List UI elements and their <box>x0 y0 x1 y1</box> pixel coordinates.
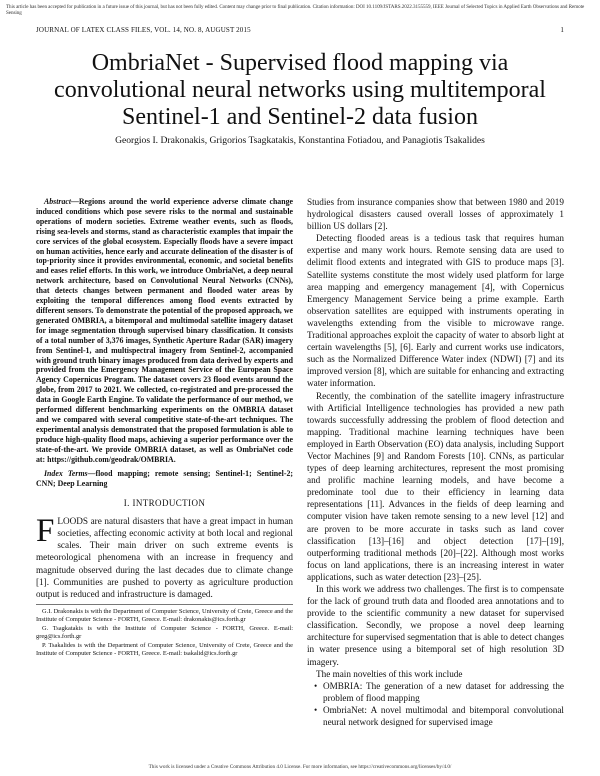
section-heading-introduction: I. INTRODUCTION <box>123 498 206 509</box>
list-item: • OMBRIA: The generation of a new dataset for addressing the problem of flood mapping <box>317 680 564 704</box>
license-notice: This work is licensed under a Creative Commons Attribution 4.0 License. For more information, see https://creativecommons.org/licenses/by/4.0/ <box>148 764 452 770</box>
publication-notice: This article has been accepted for publication in a future issue of this journal, but has not been fully edited. Content may change prior to final publication. Citation information: DOI 10.1109/JSTARS.2022.3155559, IEEE Journal of Selected Topics in Applied Earth Observations and Remote Sensing <box>6 4 585 17</box>
left-column <box>36 197 293 659</box>
abstract-lead: Abstract <box>44 197 72 206</box>
abstract-text: —Regions around the world experience adverse climate change induced conditions which pose severe risks to the normal and sustainable operations of modern societies. Extreme weather events, such as floods, rising sea-levels and storms, stand as characteristic examples that impair the core services of the global ecosystem. Especially floods have a severe impact on human activities, hence early and accurate delineation of the disaster is of top-priority since it provides environmental, economic, and societal benefits and eases relief efforts. In this work, we introduce OmbriaNet, a deep neural network architecture, based on Convolutional Neural Networks (CNNs), that detects changes between permanent and flooded water areas by exploiting the temporal differences among flood events extracted by different sensors. To demonstrate the potential of the proposed approach, we generated OMBRIA, a bitemporal and multimodal satellite imagery dataset for image segmentation through supervised binary classification. It consists of a total number of 3,376 images, Synthetic Aperture Radar (SAR) imagery from Sentinel-1, and multispectral imagery from Sentinel-2, accompanied with ground truth binary images produced from data derived by experts and provided from the Emergency Management Service of the European Space Agency Copernicus Program. The dataset covers 23 flood events around the globe, from 2017 to 2021. We collected, co-registrated and pre-processed the data in Google Earth Engine. To validate the performance of our method, we performed different benchmarking experiments on the OMBRIA dataset and we compared with several competitive state-of-the-art techniques. The experimental analysis demonstrated that the proposed formulation is able to produce high-quality flood maps, achieving a superior performance over the state-of-the-art. We provide OMBRIA dataset, as well as OmbriaNet code at: https://github.com/geodrak/OMBRIA. <box>36 197 293 464</box>
drop-cap: F <box>36 513 55 550</box>
list-item: • OmbriaNet: A novel multimodal and bitemporal convolutional neural network designed for supervised image <box>317 704 564 728</box>
abstract <box>36 197 293 464</box>
running-header <box>36 26 564 34</box>
index-terms-lead: Index Terms <box>44 469 88 479</box>
footnote: G. Tsagkatakis is with the Institute of Computer Science - FORTH, Greece. E-mail: greg@ics.forth.gr <box>36 624 293 640</box>
right-column <box>307 196 564 728</box>
intro-text: LOODS are natural disasters that have a great impact in human societies, affecting economic activity at both local and regional scales. Their main driver on such extreme events is meteorological phenomena with an increase in frequency and magnitude observed during the last decades due to climate change [1]. Communities are pushed to poverty as agriculture production output is reduced and infrastructure is damaged. <box>36 516 293 599</box>
author-footnotes <box>36 604 293 658</box>
index-terms <box>36 469 293 489</box>
novelty-list <box>307 680 564 728</box>
journal-name: JOURNAL OF LATEX CLASS FILES, VOL. 14, NO. 8, AUGUST 2015 <box>36 26 251 34</box>
paragraph: In this work we address two challenges. The first is to compensate for the lack of ground truth data and flooded area annotations and to provide to the scientific community a new dataset for supervised classification. Secondly, we propose a novel deep learning architecture for supervised segmentation that is able to detect changes in water presence using a bitemporal set of high resolution 3D imagery. <box>307 584 564 667</box>
index-terms-text: —flood mapping; remote sensing; Sentinel-1; Sentinel-2; CNN; Deep Learning <box>36 469 293 489</box>
paragraph: Detecting flooded areas is a tedious task that requires human expertise and many work hours. Remote sensing data are used to delimit flood extents and integrated with GIS to produce maps [3]. Satellite systems constitute the most widely used platform for large area mapping and emergency management [4], with Copernicus Emergency Management Service being a prime example. Earth observation satellites are equipped with instruments operating in wavelengths extending from the visible to microwave range. Traditional approaches exploit the capacity of water to absorb light at certain wavelengths [5], [6]. Early and current works use indicators, such as the Normalized Difference Water index (NDWI) [7] and its improved version [8], which are suitable for enhancing and extracting water information. <box>307 233 564 389</box>
page-number: 1 <box>560 26 564 34</box>
author-list: Georgios I. Drakonakis, Grigorios Tsagkatakis, Konstantina Fotiadou, and Panagiotis Tsakalides <box>115 135 485 146</box>
paragraph: Recently, the combination of the satellite imagery infrastructure with Artificial Intelligence technologies has provided a new path towards successfully addressing the problem of flood detection and mapping. Traditional machine learning techniques have been employed in Earth Observation (EO) data analysis, including Support Vector Machines [9] and Random Forests [10]. CNNs, as particular types of deep learning architectures, represent the most promising and prolific machine learning models, and have become a predominate tool due to their efficiency in learning data representations [11]. Advances in the fields of deep learning and computer vision have taken remote sensing to a new level [12] and are proven to be more accurate in tasks such as land cover classification [13]–[16] and object detection [17]–[19], outperforming traditional methods [20]–[22]. Although most works focus on land applications, there is an increasing interest in water applications, such as water detection [23]–[25]. <box>307 390 564 582</box>
footnote: P. Tsakalides is with the Department of Computer Science, University of Crete, Greece and the Institute of Computer Science - FORTH, Greece. E-mail: tsakalid@ics.forth.gr <box>36 641 293 657</box>
paper-title: OmbriaNet - Supervised flood mapping via convolutional neural networks using multitemporal Sentinel-1 and Sentinel-2 data fusion <box>54 50 546 130</box>
intro-paragraph <box>36 515 293 600</box>
footnote: G.I. Drakonakis is with the Department of Computer Science, University of Crete, Greece and the Institute of Computer Science - FORTH, Greece. E-mail: drakonakis@ics.forth.gr <box>36 607 293 623</box>
paragraph: The main novelties of this work include <box>316 668 463 679</box>
paragraph: Studies from insurance companies show that between 1980 and 2019 hydrological disasters caused overall losses of approximately 1 billion US dollars [2]. <box>307 197 564 232</box>
